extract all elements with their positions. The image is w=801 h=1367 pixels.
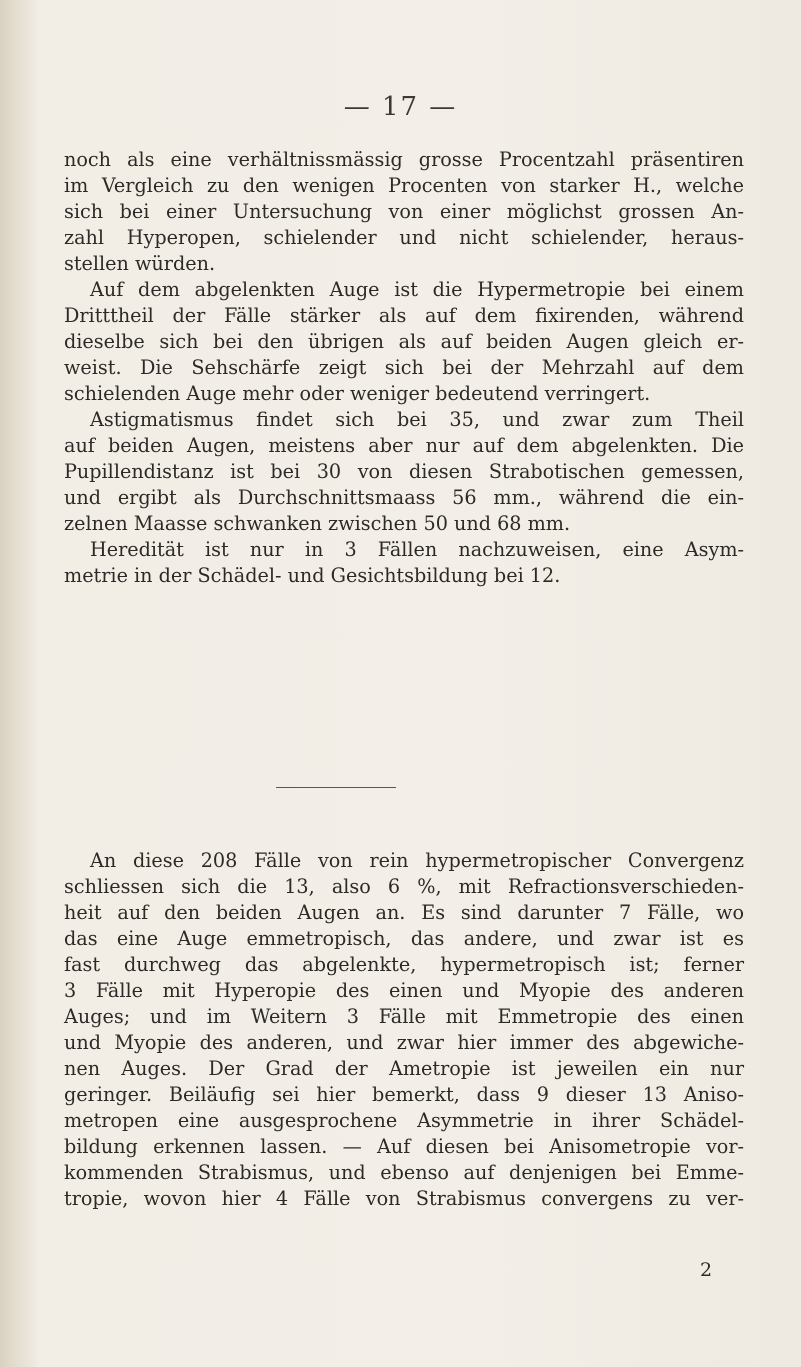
text-line: schliessen sich die 13, also 6 %, mit Refractionsverschieden- <box>64 875 744 898</box>
scan-shadow-edge <box>0 0 38 1367</box>
signature-mark: 2 <box>700 1259 713 1281</box>
text-line: dieselbe sich bei den übrigen als auf beiden Augen gleich er- <box>64 330 744 353</box>
text-line: und ergibt als Durchschnittsmaass 56 mm., während die ein- <box>64 486 744 509</box>
text-line: Dritttheil der Fälle stärker als auf dem fixirenden, während <box>64 304 744 327</box>
text-line: sich bei einer Untersuchung von einer möglichst grossen An- <box>64 200 744 223</box>
text-line: 3 Fälle mit Hyperopie des einen und Myopie des anderen <box>64 979 744 1002</box>
text-line: schielenden Auge mehr oder weniger bedeutend verringert. <box>64 382 651 405</box>
text-line: auf beiden Augen, meistens aber nur auf dem abgelenkten. Die <box>64 434 744 457</box>
text-line: noch als eine verhältnissmässig grosse Procentzahl präsentiren <box>64 148 744 171</box>
text-line: kommenden Strabismus, und ebenso auf denjenigen bei Emme- <box>64 1161 744 1184</box>
text-line: Auges; und im Weitern 3 Fälle mit Emmetropie des einen <box>64 1005 744 1028</box>
text-line: Astigmatismus findet sich bei 35, und zwar zum Theil <box>90 408 744 431</box>
text-line: im Vergleich zu den wenigen Procenten von starker H., welche <box>64 174 744 197</box>
text-line: zahl Hyperopen, schielender und nicht schielender, heraus- <box>64 226 744 249</box>
text-line: nen Auges. Der Grad der Ametropie ist jeweilen ein nur <box>64 1057 744 1080</box>
text-line: Pupillendistanz ist bei 30 von diesen Strabotischen gemessen, <box>64 460 744 483</box>
text-line: Auf dem abgelenkten Auge ist die Hypermetropie bei einem <box>90 278 744 301</box>
section-divider <box>276 787 396 788</box>
text-line: Heredität ist nur in 3 Fällen nachzuweisen, eine Asym- <box>90 538 744 561</box>
page-number: — 17 — <box>343 92 458 122</box>
text-line: bildung erkennen lassen. — Auf diesen bei Anisometropie vor- <box>64 1135 744 1158</box>
text-line: metropen eine ausgesprochene Asymmetrie in ihrer Schädel- <box>64 1109 744 1132</box>
text-line: das eine Auge emmetropisch, das andere, und zwar ist es <box>64 927 744 950</box>
text-line: weist. Die Sehschärfe zeigt sich bei der Mehrzahl auf dem <box>64 356 744 379</box>
text-line: und Myopie des anderen, und zwar hier immer des abgewiche- <box>64 1031 744 1054</box>
text-line: An diese 208 Fälle von rein hypermetropischer Convergenz <box>90 849 744 872</box>
text-line: geringer. Beiläufig sei hier bemerkt, dass 9 dieser 13 Aniso- <box>64 1083 744 1106</box>
text-line: metrie in der Schädel- und Gesichtsbildung bei 12. <box>64 564 561 587</box>
text-line: tropie, wovon hier 4 Fälle von Strabismus convergens zu ver- <box>64 1187 744 1210</box>
text-line: fast durchweg das abgelenkte, hypermetropisch ist; ferner <box>64 953 744 976</box>
text-line: stellen würden. <box>64 252 216 275</box>
text-line: heit auf den beiden Augen an. Es sind darunter 7 Fälle, wo <box>64 901 744 924</box>
text-line: zelnen Maasse schwanken zwischen 50 und 68 mm. <box>64 512 571 535</box>
